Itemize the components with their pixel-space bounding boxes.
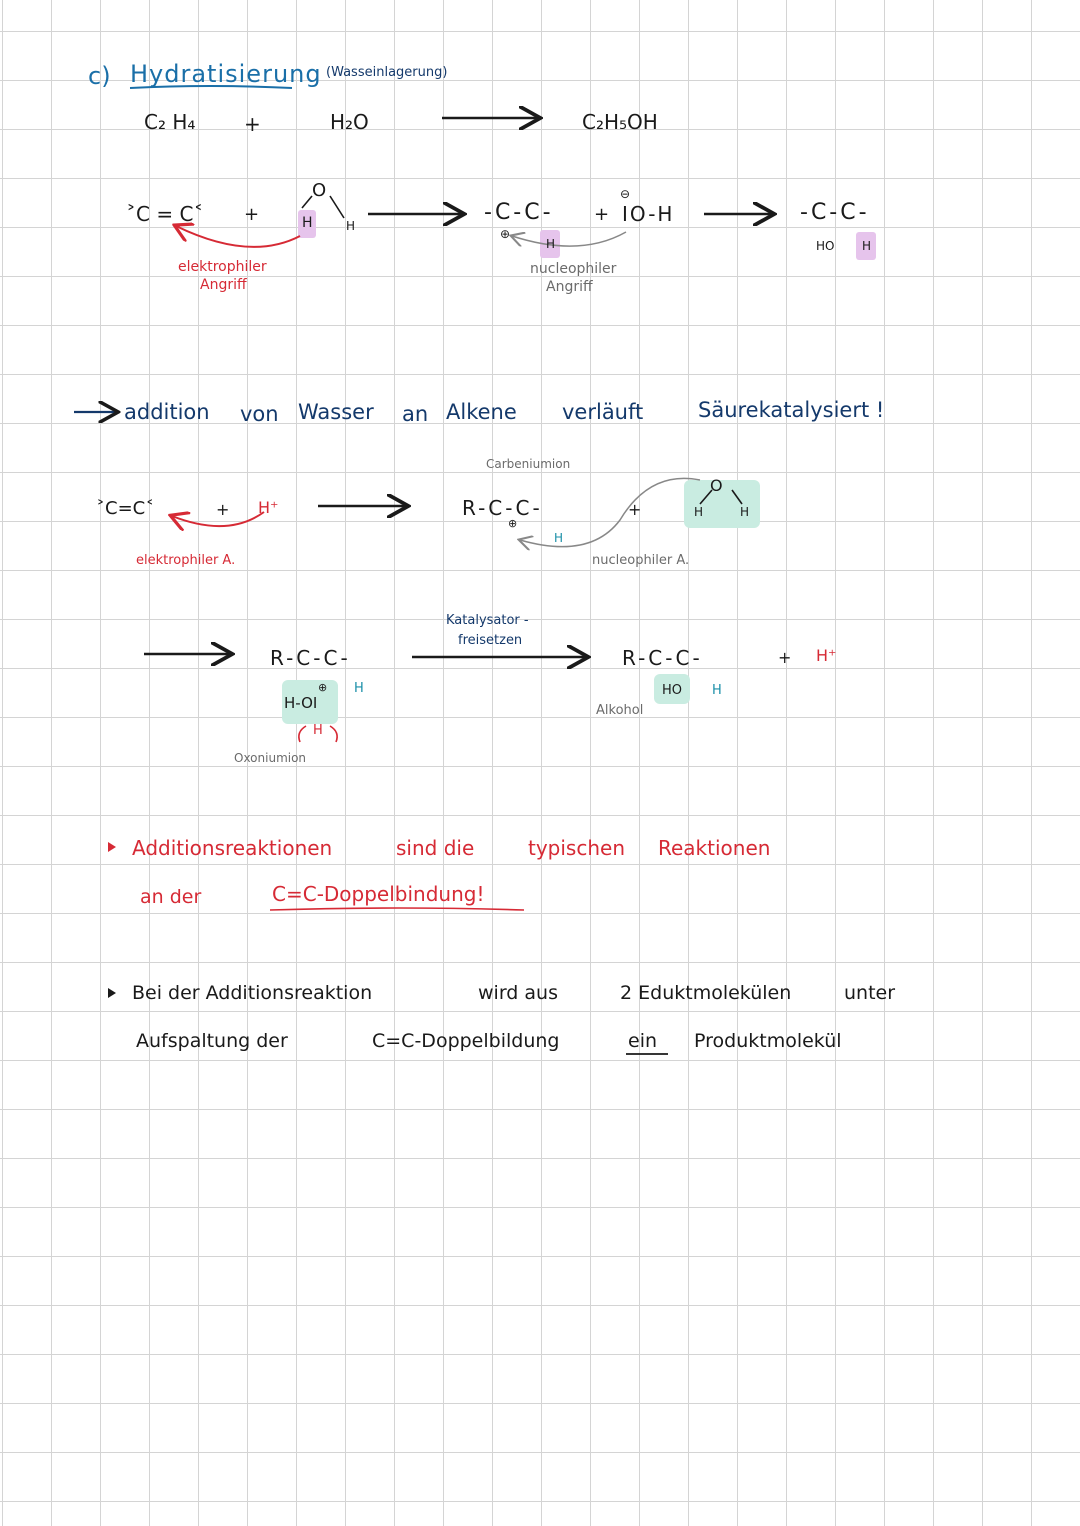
hydroxide-structure: IO-H	[622, 202, 675, 226]
section-marker: c)	[88, 62, 111, 90]
alkene-structure-2: ˃C=C˂	[96, 498, 155, 519]
electrophile-curve-1	[176, 226, 300, 247]
note1-sind-die: sind die	[396, 836, 475, 860]
oxonium-structure: R-C-C-	[270, 646, 351, 670]
statement-word-von: von	[240, 402, 279, 426]
proton-1: H⁺	[258, 498, 279, 517]
mech1-plus: +	[244, 204, 260, 225]
label-electrophile-a: elektrophiler A.	[136, 553, 236, 568]
section-title: Hydratisierung	[130, 60, 322, 88]
oxonium-charge: ⊕	[318, 681, 328, 694]
alcohol-ho: HO	[662, 683, 683, 698]
note1-typischen: typischen	[528, 836, 626, 860]
water-h-highlighted: H	[302, 215, 313, 231]
label-alkohol: Alkohol	[596, 703, 644, 718]
alcohol-h: H	[712, 683, 722, 698]
oxonium-side-h: H	[354, 681, 364, 696]
mech3-plus: +	[778, 648, 792, 667]
water-oxygen: O	[312, 180, 327, 201]
note1-doppelbindung: C=C-Doppelbindung!	[272, 882, 485, 906]
proton-2: H⁺	[816, 646, 837, 665]
label-angriff-1: Angriff	[200, 277, 247, 293]
carbenium-h: H	[554, 531, 564, 545]
underline-doppelbindung	[270, 908, 524, 910]
note1-additionsreaktionen: Additionsreaktionen	[132, 836, 333, 860]
label-angriff-2: Angriff	[546, 279, 593, 295]
note2-ein: ein	[628, 1030, 658, 1052]
note1-an-der: an der	[140, 886, 202, 908]
carbenium-structure: R-C-C-	[462, 496, 543, 520]
label-carbeniumion: Carbeniumion	[486, 457, 571, 471]
oxonium-group: H-OI	[284, 694, 318, 712]
water-h-right-2: H	[740, 505, 750, 519]
product-ho: HO	[816, 239, 835, 253]
label-katalysator: Katalysator -	[446, 613, 529, 628]
equation-plus: +	[244, 112, 261, 136]
product-h: H	[862, 239, 872, 253]
carbenium-charge: ⊕	[508, 517, 518, 530]
label-electrophile-1: elektrophiler	[178, 259, 267, 275]
statement-word-alkene: Alkene	[446, 400, 517, 424]
mech1-plus-2: +	[594, 204, 610, 225]
statement-word-wasser: Wasser	[298, 400, 374, 424]
note2-unter: unter	[844, 982, 896, 1004]
carbocation-h: H	[546, 237, 556, 251]
label-oxoniumion: Oxoniumion	[234, 751, 307, 765]
note2-produktmolekuel: Produktmolekül	[694, 1030, 842, 1052]
product-structure-1: -C-C-	[800, 200, 870, 225]
mech2-plus-2: +	[628, 500, 642, 519]
oxonium-h: H	[313, 723, 323, 738]
mech2-plus: +	[216, 500, 230, 519]
note2-wird-aus: wird aus	[478, 982, 558, 1004]
reactant-ethene: C₂ H₄	[144, 110, 196, 134]
water-oxygen-2: O	[710, 476, 723, 495]
note1-reaktionen: Reaktionen	[658, 836, 771, 860]
label-nucleophile-a: nucleophiler A.	[592, 553, 690, 568]
alcohol-structure: R-C-C-	[622, 646, 703, 670]
note2-bei-der: Bei der Additionsreaktion	[132, 982, 373, 1004]
bullet-icon-1	[108, 842, 116, 852]
statement-word-verlaeuft: verläuft	[562, 400, 644, 424]
bullet-icon-2	[108, 988, 116, 998]
product-ethanol: C₂H₅OH	[582, 110, 658, 134]
hydroxide-charge: ⊖	[620, 187, 631, 201]
nucleophile-curve-1	[512, 232, 626, 246]
reactant-water: H₂O	[330, 110, 369, 134]
note2-eduktmolekuelen: 2 Eduktmolekülen	[620, 982, 792, 1004]
alkene-structure-1: ˃C = C˂	[126, 202, 204, 226]
note2-aufspaltung: Aufspaltung der	[136, 1030, 288, 1052]
carbocation-structure-1: -C-C-	[484, 200, 554, 225]
statement-saeurekatalysiert: Säurekatalysiert !	[698, 398, 885, 422]
statement-word-addition: addition	[124, 400, 210, 424]
label-nucleophile-1: nucleophiler	[530, 261, 617, 277]
nucleophile-curve-2	[520, 478, 700, 546]
carbocation-charge: ⊕	[500, 227, 511, 241]
water-h-left-2: H	[694, 505, 704, 519]
water-h-right: H	[346, 219, 356, 233]
label-freisetzen: freisetzen	[458, 633, 523, 648]
statement-word-an: an	[402, 402, 429, 426]
section-subtitle: (Wasseinlagerung)	[326, 65, 448, 80]
note2-doppelbildung: C=C-Doppelbildung	[372, 1030, 560, 1052]
